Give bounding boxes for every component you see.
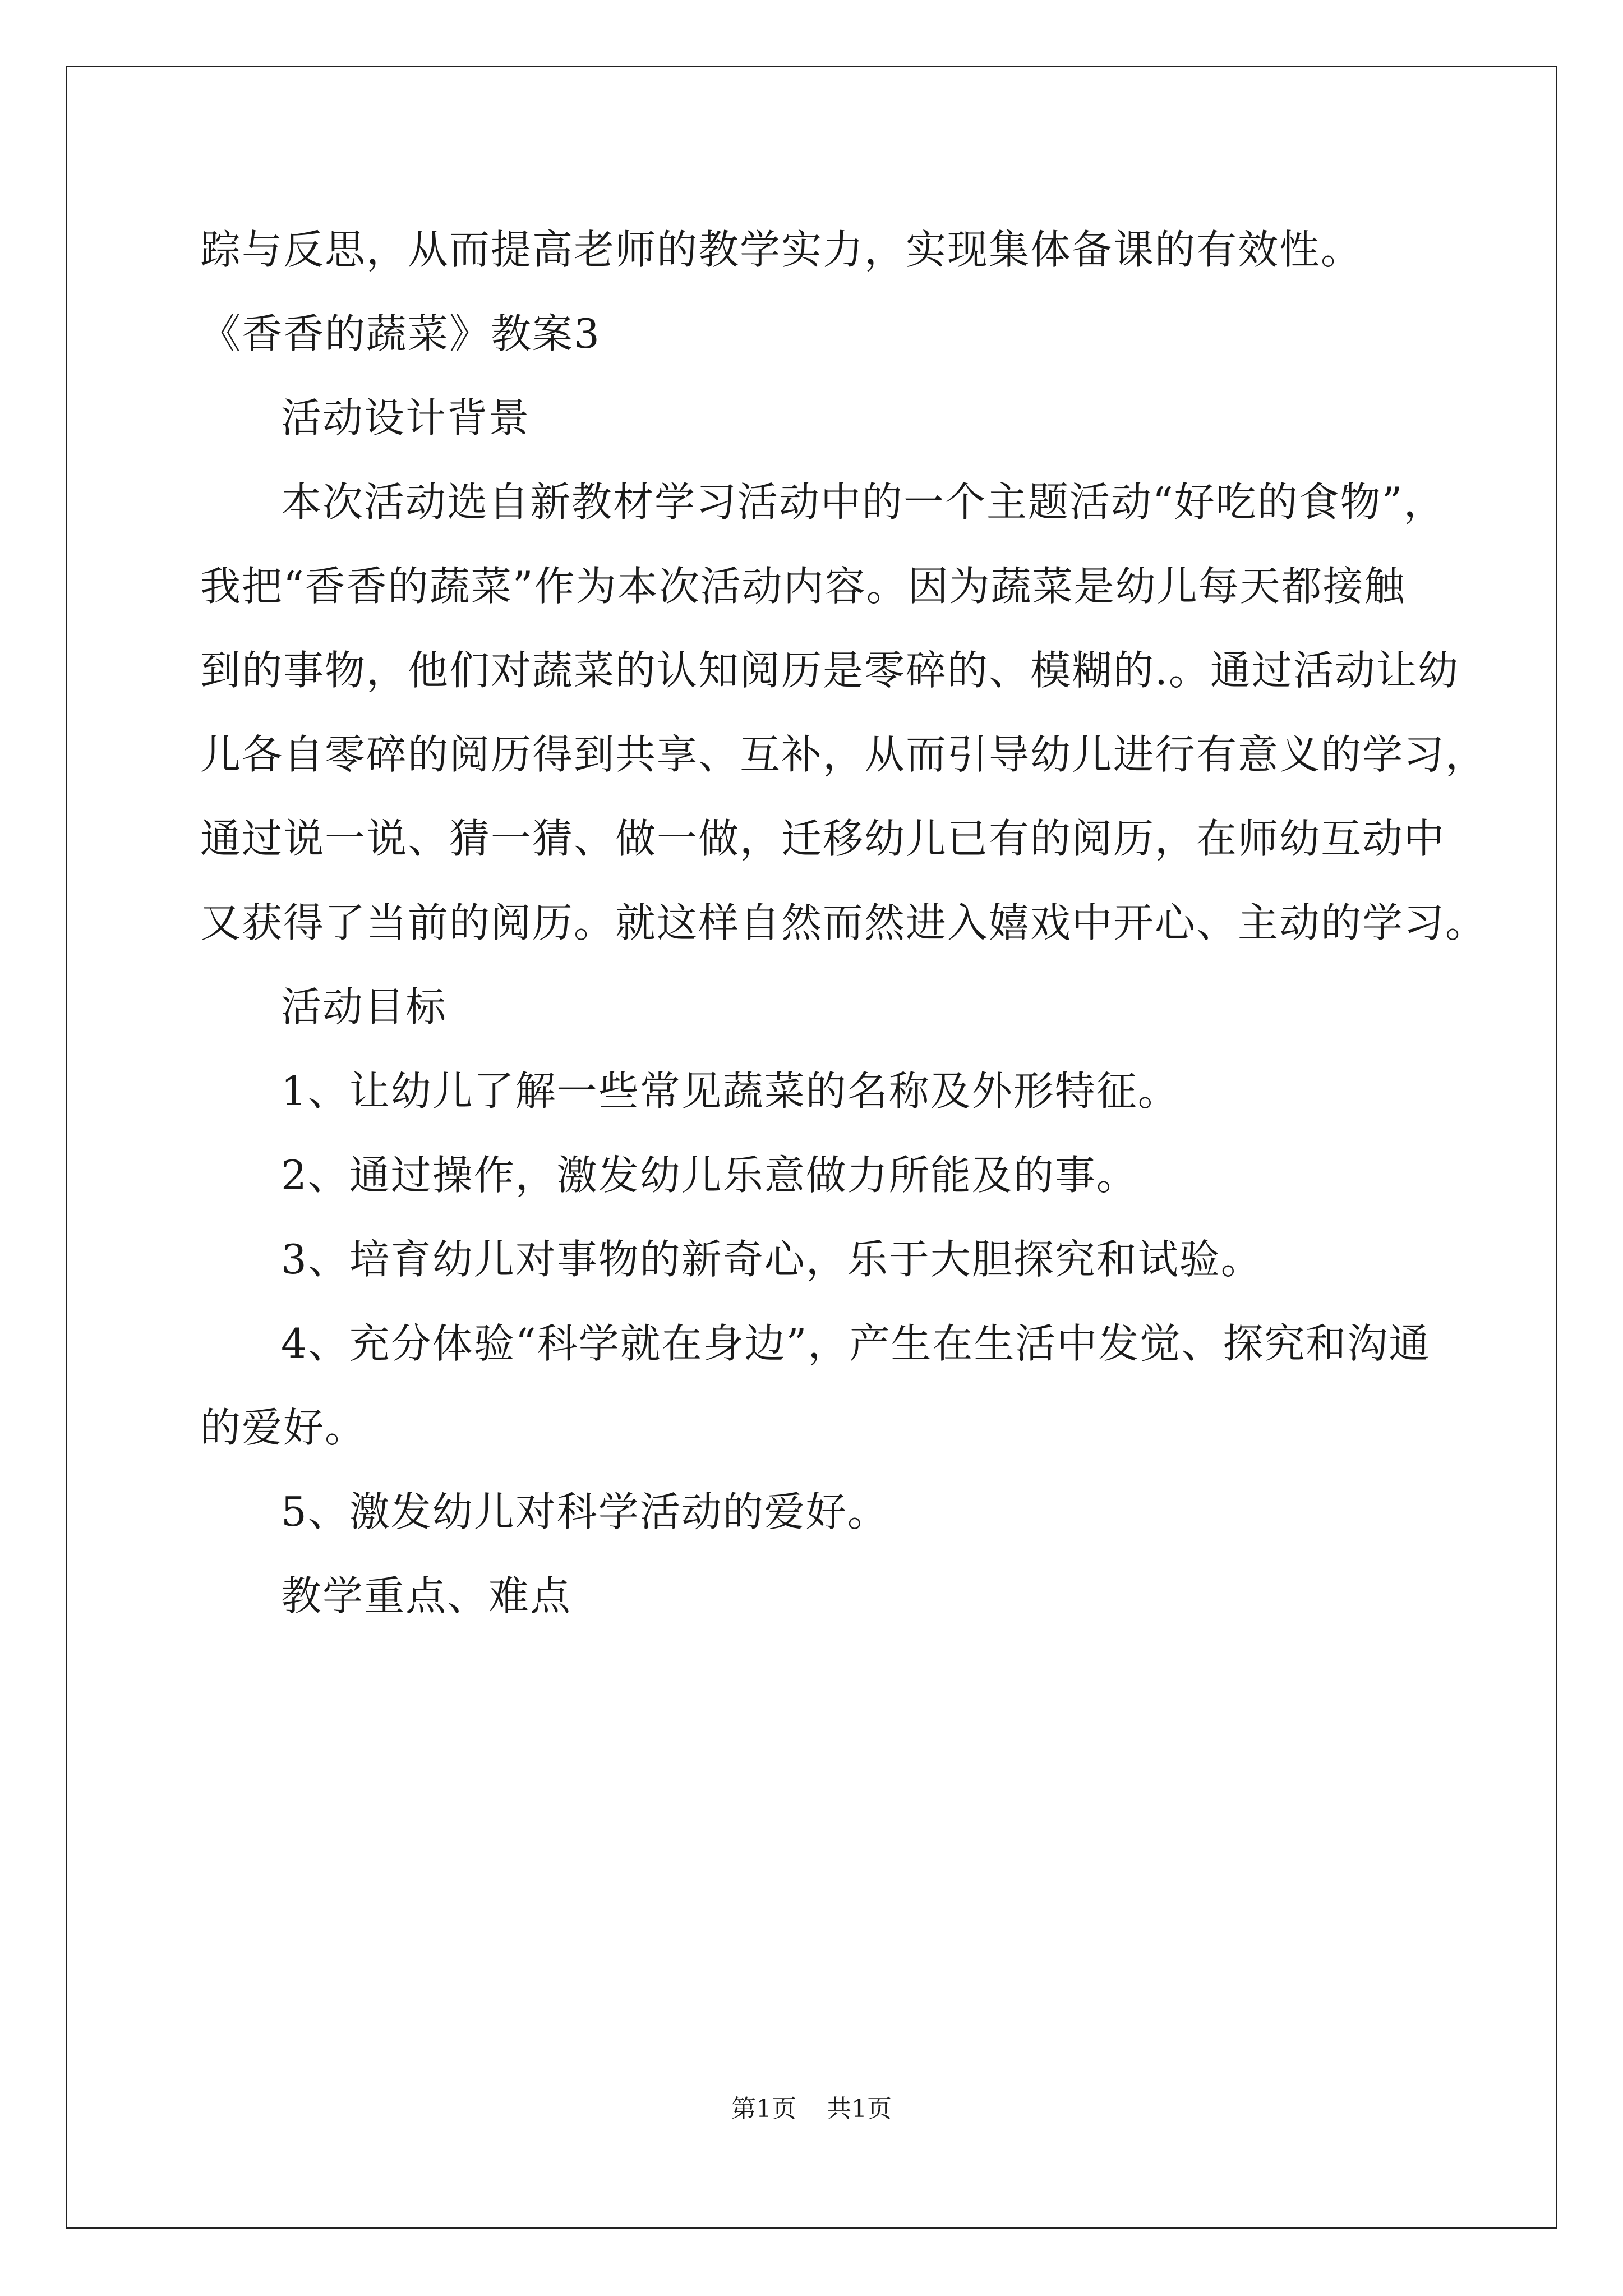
paragraph-line: 本次活动选自新教材学习活动中的一个主题活动“好吃的食物”， [281,478,1445,526]
document-body [200,208,1487,1638]
page-total: 共1页 [827,2095,892,2123]
paragraph-line: 又获得了当前的阅历。就这样自然而然进入嬉戏中开心、主动的学习。 [200,899,1487,946]
goal-item-5: 5、激发幼儿对科学活动的爱好。 [281,1488,889,1535]
heading-activity-background: 活动设计背景 [281,394,531,441]
paragraph-line: 到的事物，他们对蔬菜的认知阅历是零碎的、模糊的.。通过活动让幼 [200,647,1459,694]
page-number: 第1页 [731,2095,796,2123]
goal-item-4-continuation: 的爱好。 [200,1404,367,1451]
body-line-continuation: 踪与反思，从而提高老师的教学实力，实现集体备课的有效性。 [200,226,1363,273]
page-footer [0,2092,1623,2126]
paragraph-line: 我把“香香的蔬菜”作为本次活动内容。因为蔬菜是幼儿每天都接触 [200,563,1406,610]
goal-item-2: 2、通过操作，激发幼儿乐意做力所能及的事。 [281,1152,1138,1199]
paragraph-line: 儿各自零碎的阅历得到共享、互补，从而引导幼儿进行有意义的学习， [200,731,1487,778]
goal-item-4: 4、充分体验“科学就在身边”，产生在生活中发觉、探究和沟通 [281,1320,1431,1367]
heading-activity-goals: 活动目标 [281,983,448,1030]
paragraph-line: 通过说一说、猜一猜、做一做，迁移幼儿已有的阅历，在师幼互动中 [200,815,1446,862]
goal-item-1: 1、让幼儿了解一些常见蔬菜的名称及外形特征。 [281,1068,1179,1115]
section-title: 《香香的蔬菜》教案3 [200,310,601,357]
goal-item-3: 3、培育幼儿对事物的新奇心，乐于大胆探究和试验。 [281,1236,1262,1283]
heading-key-points: 教学重点、难点 [281,1572,572,1619]
